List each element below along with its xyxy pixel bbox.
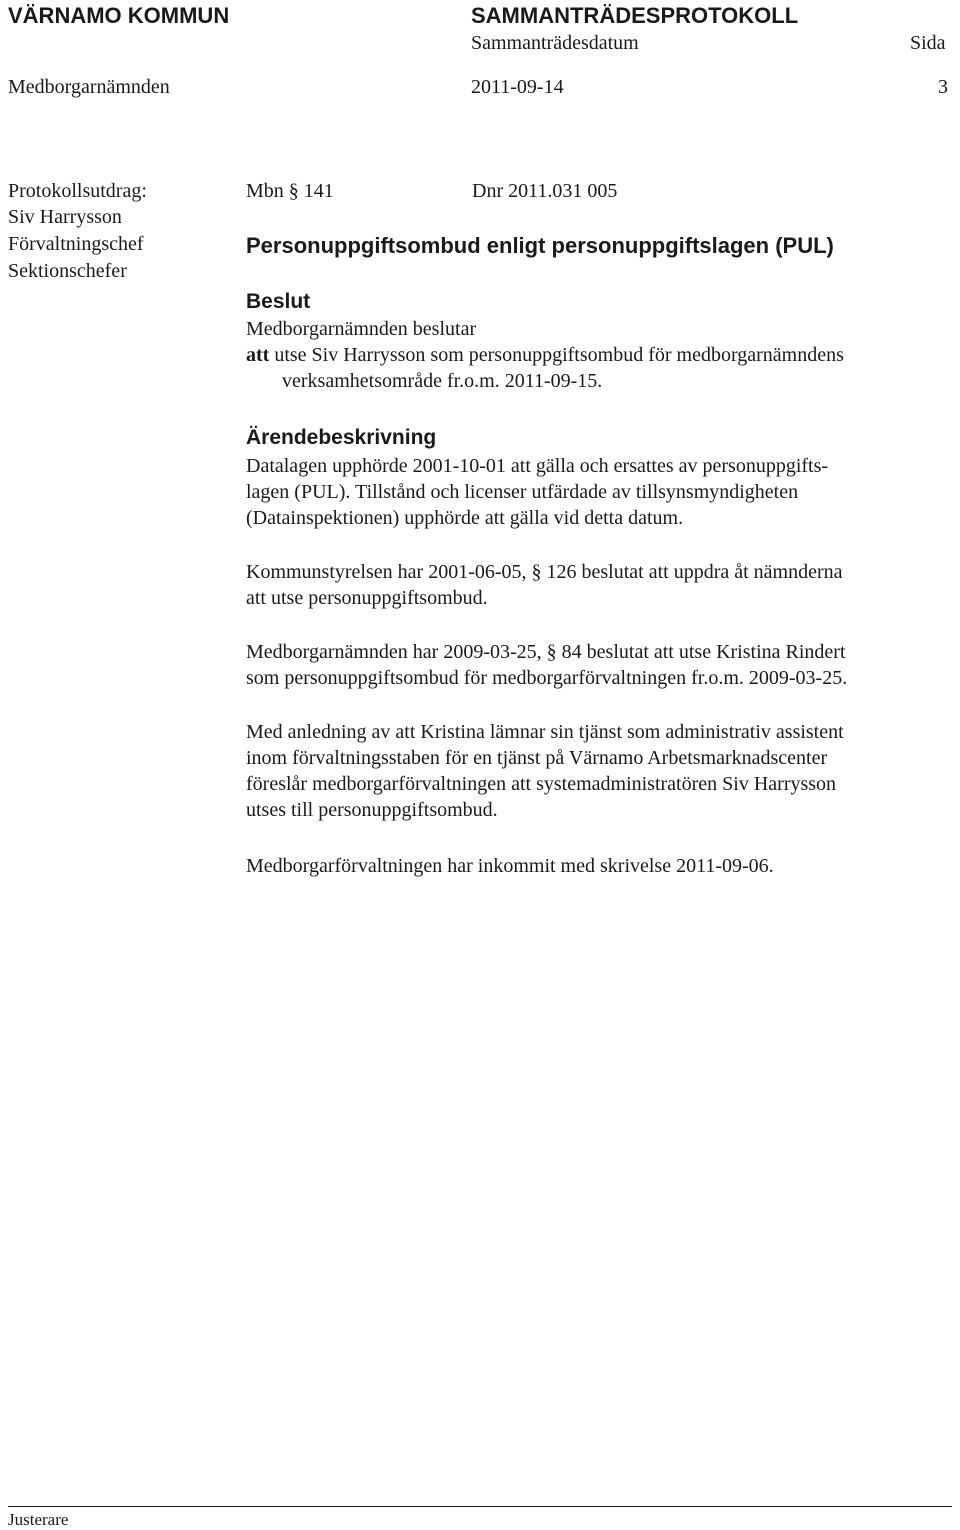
meeting-date: 2011-09-14	[471, 76, 564, 98]
page-number: 3	[938, 76, 948, 98]
paragraph-line: Medborgarnämnden har 2009-03-25, § 84 beslutat att utse Kristina Rindert	[246, 641, 846, 663]
description-paragraph	[246, 639, 952, 691]
paragraph-line: Med anledning av att Kristina lämnar sin tjänst som administrativ assistent	[246, 721, 844, 743]
municipality-name: VÄRNAMO KOMMUN	[8, 3, 230, 28]
paragraph-number: Mbn § 141	[246, 180, 334, 202]
extract-label: Protokollsutdrag:	[8, 180, 147, 202]
description-paragraph	[246, 453, 952, 531]
paragraph-line: Kommunstyrelsen har 2001-06-05, § 126 beslutat att uppdra åt nämnderna	[246, 561, 843, 583]
paragraph-line: att utse personuppgiftsombud.	[246, 587, 488, 609]
paragraph-line: (Datainspektionen) upphörde att gälla vid detta datum.	[246, 507, 684, 529]
paragraph-line: Datalagen upphörde 2001-10-01 att gälla och ersattes av personuppgifts-	[246, 455, 829, 477]
paragraph-line: inom förvaltningsstaben för en tjänst på Värnamo Arbetsmarknadscenter	[246, 747, 828, 769]
paragraph-line: utses till personuppgiftsombud.	[246, 799, 498, 821]
decision-intro: Medborgarnämnden beslutar	[246, 318, 477, 340]
description-paragraph	[246, 853, 952, 879]
footer-divider	[8, 1506, 952, 1507]
recipient-item: Siv Harrysson	[8, 206, 122, 228]
decision-text-line: utse Siv Harrysson som personuppgiftsombud för medborgarnämndens	[269, 344, 844, 366]
recipient-item: Sektionschefer	[8, 260, 127, 282]
meeting-date-label: Sammanträdesdatum	[471, 32, 639, 54]
paragraph-line: som personuppgiftsombud för medborgarförvaltningen fr.o.m. 2009-03-25.	[246, 667, 848, 689]
description-paragraph	[246, 559, 952, 611]
justerare-label: Justerare	[8, 1510, 69, 1529]
paragraph-line: föreslår medborgarförvaltningen att systemadministratören Siv Harrysson	[246, 773, 837, 795]
page-label: Sida	[910, 32, 946, 54]
paragraph-line: Medborgarförvaltningen har inkommit med skrivelse 2011-09-06.	[246, 855, 774, 877]
case-title: Personuppgiftsombud enligt personuppgiftslagen (PUL)	[246, 233, 834, 258]
paragraph-line: lagen (PUL). Tillstånd och licenser utfärdade av tillsynsmyndigheten	[246, 481, 799, 503]
att-keyword: att	[246, 344, 270, 366]
description-paragraph	[246, 719, 952, 823]
case-description-heading: Ärendebeskrivning	[246, 426, 437, 449]
recipient-item: Förvaltningschef	[8, 233, 144, 255]
registration-number: Dnr 2011.031 005	[472, 180, 618, 202]
decision-clause	[246, 344, 844, 367]
committee-name: Medborgarnämnden	[8, 76, 170, 98]
decision-heading: Beslut	[246, 290, 311, 313]
document-type: SAMMANTRÄDESPROTOKOLL	[471, 3, 799, 28]
decision-text-line: verksamhetsområde fr.o.m. 2011-09-15.	[282, 370, 603, 392]
